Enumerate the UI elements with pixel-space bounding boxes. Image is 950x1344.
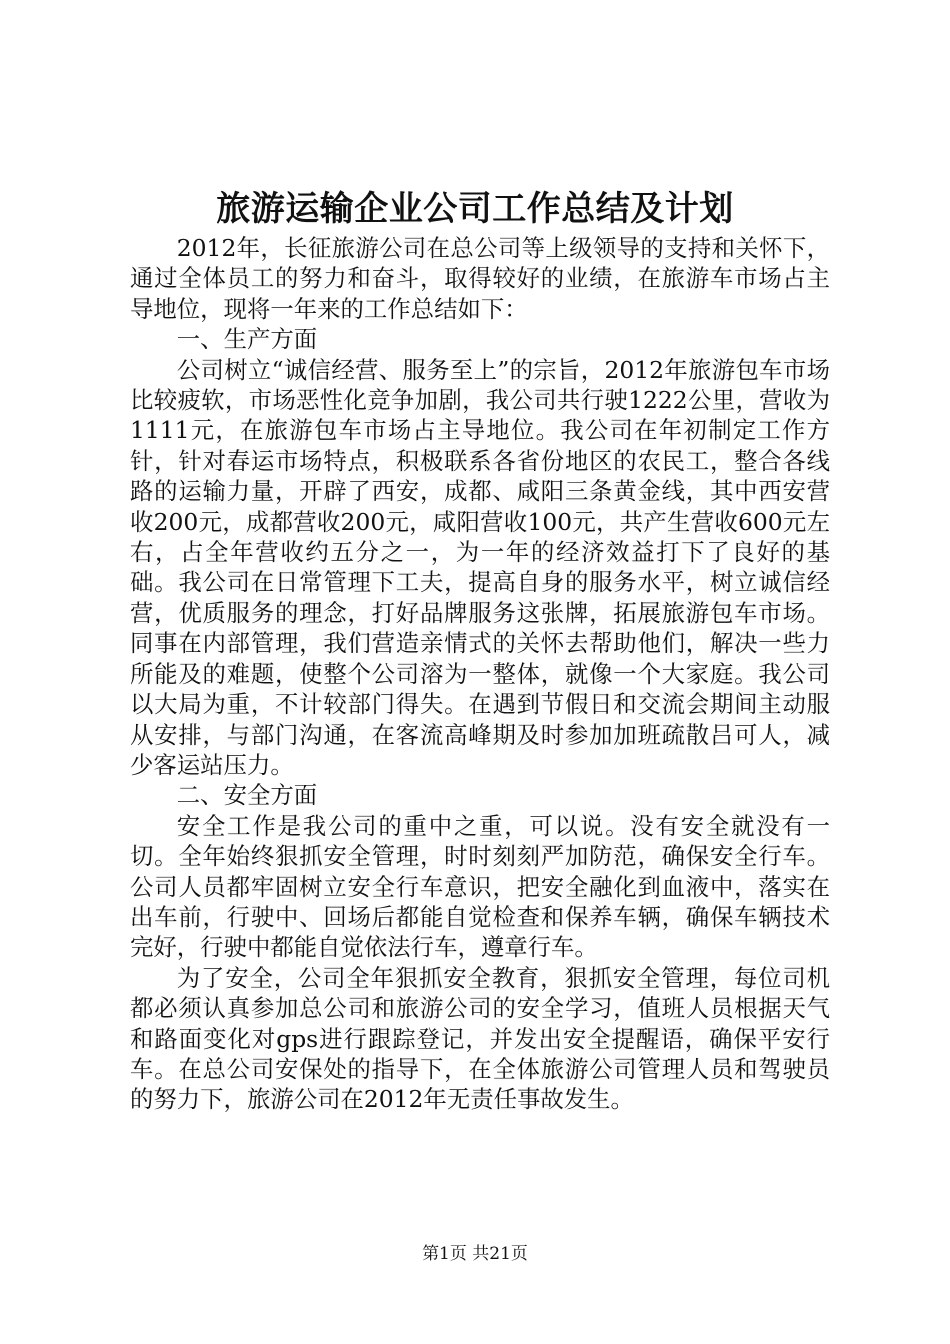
section-heading-safety: 二、安全方面: [176, 781, 318, 810]
paragraph-intro: 2012年，长征旅游公司在总公司等上级领导的支持和关怀下，通过全体员工的努力和奋斗，取得较好的业绩，在旅游车市场占主导地位，现将一年来的工作总结如下：: [130, 234, 830, 323]
document-body: [130, 233, 830, 1115]
paragraph-production: 公司树立“诚信经营、服务至上”的宗旨，2012年旅游包车市场比较疲软，市场恶性化竞争加剧，我公司共行驶1222公里，营收为1111元，在旅游包车市场占主导地位。我公司在年初制定工作方针，针对春运市场特点，积极联系各省份地区的农民工，整合各线路的运输力量，开辟了西安，成都、咸阳三条黄金线，其中西安营收200元，成都营收200元，咸阳营收100元，共产生营收600元左右，占全年营收约五分之一，为一年的经济效益打下了良好的基础。我公司在日常管理下工夫，提高自身的服务水平，树立诚信经营，优质服务的理念，打好品牌服务这张牌，拓展旅游包车市场。同事在内部管理，我们营造亲情式的关怀去帮助他们，解决一些力所能及的难题，使整个公司溶为一整体，就像一个大家庭。我公司以大局为重，不计较部门得失。在遇到节假日和交流会期间主动服从安排，与部门沟通，在客流高峰期及时参加加班疏散吕可人，减少客运站压力。: [130, 355, 830, 779]
paragraph-safety-1: 安全工作是我公司的重中之重，可以说。没有安全就没有一切。全年始终狠抓安全管理，时时刻刻严加防范，确保安全行车。公司人员都牢固树立安全行车意识，把安全融化到血液中，落实在出车前，行驶中、回场后都能自觉检查和保养车辆，确保车辆技术完好，行驶中都能自觉依法行车，遵章行车。: [130, 811, 830, 962]
document-title: 旅游运输企业公司工作总结及计划: [216, 189, 734, 229]
paragraph-safety-2: 为了安全，公司全年狠抓安全教育，狠抓安全管理，每位司机都必须认真参加总公司和旅游公司的安全学习，值班人员根据天气和路面变化对gps进行跟踪登记，并发出安全提醒语，确保平安行车。在总公司安保处的指导下，在全体旅游公司管理人员和驾驶员的努力下，旅游公司在2012年无责任事故发生。: [130, 963, 830, 1114]
page-footer: 第1页 共21页: [422, 1244, 528, 1264]
section-heading-production: 一、生产方面: [176, 325, 318, 354]
